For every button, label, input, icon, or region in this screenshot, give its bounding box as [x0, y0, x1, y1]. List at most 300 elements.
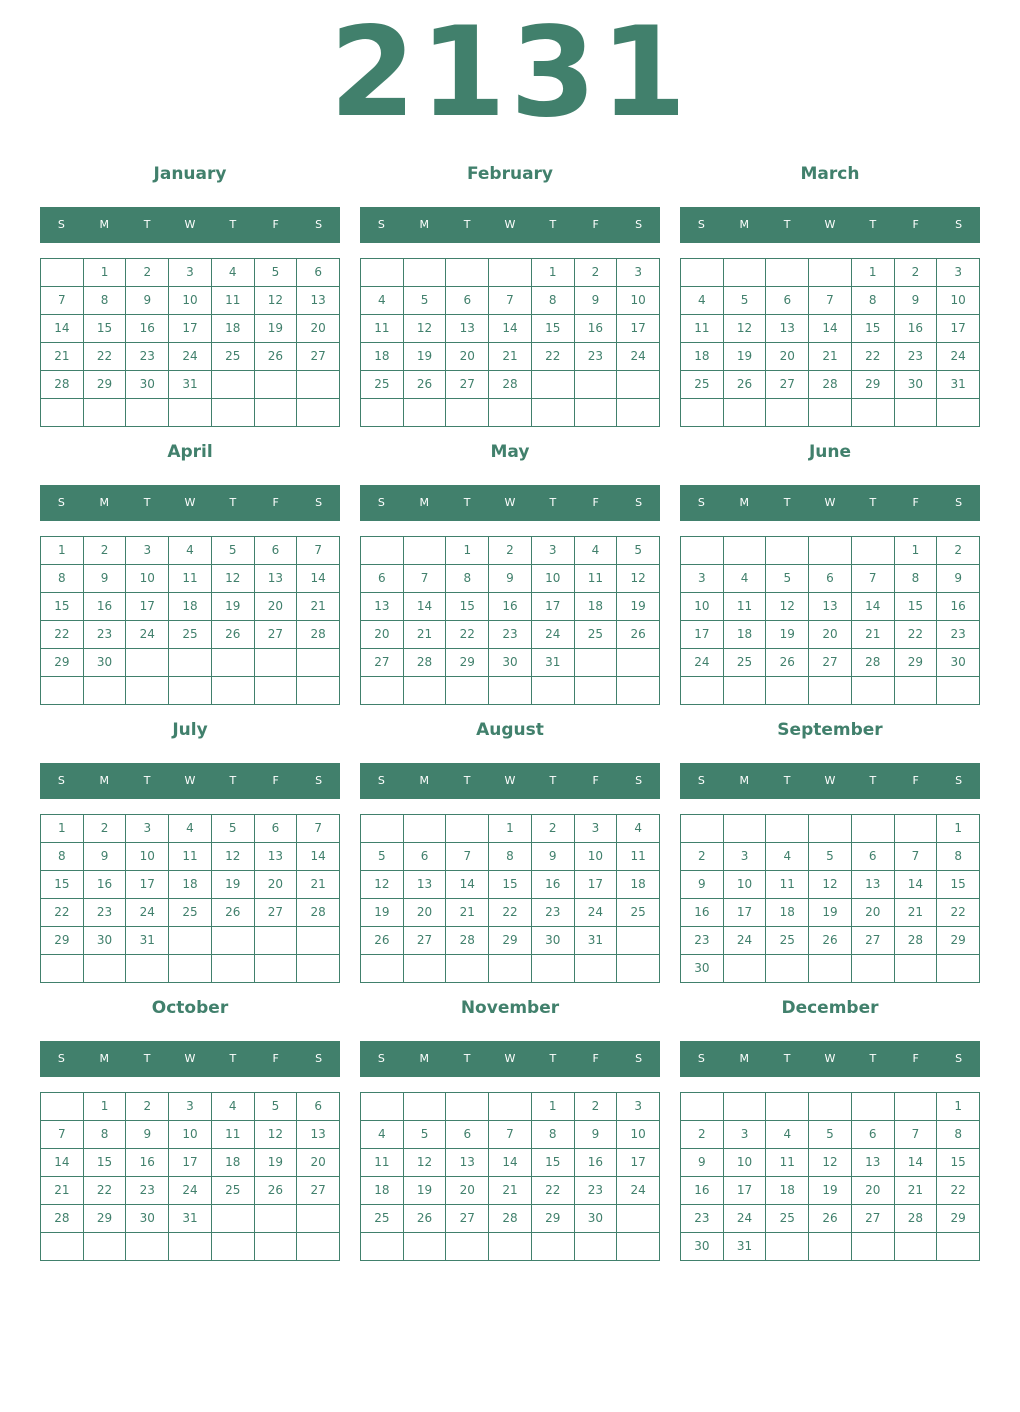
- day-grid: [360, 258, 660, 427]
- day-cell: 22: [41, 621, 84, 649]
- day-cell: 20: [255, 871, 298, 899]
- day-cell: 6: [255, 815, 298, 843]
- day-cell: 10: [617, 287, 660, 315]
- day-cell: 16: [681, 899, 724, 927]
- day-cell: [617, 1205, 660, 1233]
- month-december: [680, 984, 980, 1262]
- month-name: April: [167, 442, 213, 462]
- day-cell: 30: [126, 1205, 169, 1233]
- day-cell: [681, 399, 724, 427]
- day-cell: [724, 537, 767, 565]
- day-cell: [212, 649, 255, 677]
- weekday-header: [680, 1041, 980, 1077]
- weekday-label: M: [739, 496, 750, 509]
- day-cell: 12: [766, 593, 809, 621]
- day-cell: [212, 1205, 255, 1233]
- day-cell: 31: [724, 1233, 767, 1261]
- day-cell: 8: [532, 1121, 575, 1149]
- day-cell: [617, 649, 660, 677]
- day-cell: 1: [937, 1093, 980, 1121]
- month-june: [680, 428, 980, 706]
- weekday-header: [40, 763, 340, 799]
- day-cell: [617, 955, 660, 983]
- day-cell: 15: [84, 315, 127, 343]
- day-cell: 4: [724, 565, 767, 593]
- day-cell: 11: [575, 565, 618, 593]
- day-cell: 14: [404, 593, 447, 621]
- day-cell: [617, 927, 660, 955]
- day-cell: 16: [681, 1177, 724, 1205]
- day-cell: 13: [297, 287, 340, 315]
- day-cell: 12: [212, 565, 255, 593]
- weekday-label: W: [504, 218, 516, 231]
- day-cell: [126, 649, 169, 677]
- day-cell: 16: [532, 871, 575, 899]
- day-cell: [41, 677, 84, 705]
- weekday-label: F: [272, 218, 279, 231]
- day-cell: 30: [84, 649, 127, 677]
- day-cell: 2: [681, 1121, 724, 1149]
- day-cell: 18: [724, 621, 767, 649]
- day-cell: 3: [126, 537, 169, 565]
- month-name: July: [172, 720, 208, 740]
- day-cell: 17: [937, 315, 980, 343]
- weekday-label: T: [143, 774, 151, 787]
- weekday-label: T: [549, 496, 557, 509]
- day-grid: [360, 814, 660, 983]
- weekday-label: W: [504, 496, 516, 509]
- day-cell: 29: [41, 649, 84, 677]
- day-cell: 18: [361, 343, 404, 371]
- day-cell: [489, 955, 532, 983]
- weekday-label: F: [592, 774, 599, 787]
- weekday-header: [360, 763, 660, 799]
- day-cell: 26: [212, 899, 255, 927]
- weekday-label: T: [549, 1052, 557, 1065]
- day-cell: 25: [617, 899, 660, 927]
- day-cell: 28: [404, 649, 447, 677]
- day-cell: 4: [575, 537, 618, 565]
- day-cell: 9: [575, 1121, 618, 1149]
- day-cell: 29: [937, 927, 980, 955]
- day-cell: 6: [766, 287, 809, 315]
- day-cell: 4: [681, 287, 724, 315]
- day-cell: 15: [41, 593, 84, 621]
- weekday-label: W: [184, 496, 196, 509]
- day-cell: 2: [895, 259, 938, 287]
- weekday-label: M: [99, 1052, 110, 1065]
- day-cell: 13: [361, 593, 404, 621]
- day-cell: 21: [895, 1177, 938, 1205]
- day-cell: 7: [297, 815, 340, 843]
- day-cell: [937, 677, 980, 705]
- day-cell: [681, 259, 724, 287]
- day-cell: 23: [575, 1177, 618, 1205]
- day-cell: [297, 371, 340, 399]
- day-cell: 27: [361, 649, 404, 677]
- day-cell: 17: [617, 1149, 660, 1177]
- day-cell: 24: [169, 1177, 212, 1205]
- day-cell: 12: [255, 287, 298, 315]
- weekday-label: T: [143, 218, 151, 231]
- weekday-header: [680, 207, 980, 243]
- day-cell: 17: [169, 1149, 212, 1177]
- month-september: [680, 706, 980, 984]
- weekday-label: S: [955, 774, 963, 787]
- weekday-label: S: [377, 218, 385, 231]
- day-cell: 22: [532, 1177, 575, 1205]
- day-cell: 1: [895, 537, 938, 565]
- day-cell: 29: [852, 371, 895, 399]
- day-cell: 26: [361, 927, 404, 955]
- day-cell: 17: [617, 315, 660, 343]
- day-cell: [169, 955, 212, 983]
- day-cell: 24: [126, 621, 169, 649]
- day-cell: 8: [84, 1121, 127, 1149]
- day-cell: 7: [489, 1121, 532, 1149]
- weekday-label: M: [739, 774, 750, 787]
- day-cell: 6: [852, 843, 895, 871]
- day-cell: [766, 537, 809, 565]
- day-cell: 2: [84, 815, 127, 843]
- day-cell: 2: [489, 537, 532, 565]
- day-cell: [361, 815, 404, 843]
- day-cell: 23: [489, 621, 532, 649]
- day-cell: 25: [766, 1205, 809, 1233]
- day-cell: 27: [852, 1205, 895, 1233]
- day-cell: [937, 399, 980, 427]
- day-cell: [84, 399, 127, 427]
- day-cell: [809, 537, 852, 565]
- day-cell: [446, 399, 489, 427]
- day-cell: 17: [126, 593, 169, 621]
- day-cell: 6: [297, 1093, 340, 1121]
- weekday-label: T: [783, 218, 791, 231]
- day-cell: [937, 955, 980, 983]
- weekday-label: T: [783, 496, 791, 509]
- day-cell: 10: [681, 593, 724, 621]
- day-cell: 5: [617, 537, 660, 565]
- day-cell: 10: [126, 843, 169, 871]
- weekday-label: F: [272, 774, 279, 787]
- weekday-label: S: [635, 218, 643, 231]
- day-cell: 6: [809, 565, 852, 593]
- day-cell: 20: [446, 343, 489, 371]
- day-cell: 9: [126, 1121, 169, 1149]
- day-cell: 25: [212, 343, 255, 371]
- day-cell: 5: [766, 565, 809, 593]
- day-cell: 20: [297, 315, 340, 343]
- day-grid: [680, 536, 980, 705]
- day-cell: 22: [937, 899, 980, 927]
- day-cell: 27: [255, 621, 298, 649]
- day-cell: 26: [766, 649, 809, 677]
- day-cell: [809, 1093, 852, 1121]
- day-cell: 24: [617, 1177, 660, 1205]
- day-cell: 22: [84, 1177, 127, 1205]
- day-cell: [809, 677, 852, 705]
- day-cell: [895, 1093, 938, 1121]
- day-cell: [297, 1205, 340, 1233]
- day-cell: 21: [41, 1177, 84, 1205]
- day-cell: 28: [489, 371, 532, 399]
- weekday-header: [360, 485, 660, 521]
- day-cell: 8: [41, 843, 84, 871]
- day-cell: 12: [617, 565, 660, 593]
- day-cell: [489, 259, 532, 287]
- weekday-label: S: [315, 774, 323, 787]
- day-cell: [446, 677, 489, 705]
- day-cell: [809, 259, 852, 287]
- day-cell: 21: [489, 343, 532, 371]
- day-cell: [489, 1233, 532, 1261]
- day-cell: 5: [404, 1121, 447, 1149]
- day-cell: 30: [532, 927, 575, 955]
- day-cell: 18: [169, 593, 212, 621]
- day-cell: 3: [126, 815, 169, 843]
- day-cell: 8: [895, 565, 938, 593]
- day-cell: 25: [169, 899, 212, 927]
- day-cell: 4: [617, 815, 660, 843]
- weekday-label: T: [869, 496, 877, 509]
- day-cell: 30: [681, 955, 724, 983]
- day-cell: [895, 1233, 938, 1261]
- day-cell: [724, 259, 767, 287]
- day-cell: [297, 649, 340, 677]
- day-cell: 25: [361, 1205, 404, 1233]
- day-cell: 15: [84, 1149, 127, 1177]
- day-cell: 7: [41, 287, 84, 315]
- day-cell: 12: [361, 871, 404, 899]
- day-cell: 6: [361, 565, 404, 593]
- day-cell: [681, 537, 724, 565]
- weekday-label: F: [912, 218, 919, 231]
- day-cell: [404, 815, 447, 843]
- day-cell: 15: [937, 1149, 980, 1177]
- day-cell: 8: [532, 287, 575, 315]
- weekday-label: S: [57, 1052, 65, 1065]
- day-cell: [766, 259, 809, 287]
- day-cell: 7: [895, 843, 938, 871]
- day-cell: 2: [681, 843, 724, 871]
- day-cell: 16: [84, 593, 127, 621]
- weekday-label: T: [229, 1052, 237, 1065]
- weekday-header: [680, 763, 980, 799]
- day-cell: [681, 815, 724, 843]
- month-august: [360, 706, 660, 984]
- day-cell: 9: [895, 287, 938, 315]
- day-cell: 18: [575, 593, 618, 621]
- day-cell: 19: [361, 899, 404, 927]
- day-cell: 8: [41, 565, 84, 593]
- day-cell: [255, 1205, 298, 1233]
- day-cell: 3: [617, 1093, 660, 1121]
- day-cell: 13: [766, 315, 809, 343]
- day-cell: 3: [937, 259, 980, 287]
- day-cell: [361, 1093, 404, 1121]
- day-cell: 7: [852, 565, 895, 593]
- weekday-label: W: [824, 496, 836, 509]
- day-cell: [297, 927, 340, 955]
- weekday-label: M: [99, 496, 110, 509]
- day-cell: 28: [895, 1205, 938, 1233]
- day-cell: 3: [724, 843, 767, 871]
- day-cell: 27: [297, 1177, 340, 1205]
- day-grid: [40, 258, 340, 427]
- day-cell: 26: [809, 1205, 852, 1233]
- day-cell: 22: [41, 899, 84, 927]
- day-cell: [361, 955, 404, 983]
- day-cell: 11: [361, 315, 404, 343]
- day-cell: 16: [84, 871, 127, 899]
- weekday-label: S: [697, 774, 705, 787]
- day-cell: [212, 399, 255, 427]
- day-cell: [617, 1233, 660, 1261]
- day-cell: [255, 399, 298, 427]
- day-cell: 5: [212, 537, 255, 565]
- day-cell: 18: [212, 315, 255, 343]
- day-cell: 10: [169, 1121, 212, 1149]
- day-cell: 19: [212, 871, 255, 899]
- day-cell: 26: [212, 621, 255, 649]
- day-cell: 27: [255, 899, 298, 927]
- day-cell: 19: [766, 621, 809, 649]
- day-cell: 4: [361, 287, 404, 315]
- day-cell: [852, 815, 895, 843]
- weekday-header: [40, 207, 340, 243]
- day-cell: 4: [766, 843, 809, 871]
- day-cell: 23: [126, 1177, 169, 1205]
- weekday-label: F: [912, 496, 919, 509]
- day-cell: 9: [532, 843, 575, 871]
- weekday-label: T: [143, 1052, 151, 1065]
- day-cell: 7: [895, 1121, 938, 1149]
- weekday-label: M: [419, 218, 430, 231]
- day-cell: [809, 955, 852, 983]
- day-cell: [852, 399, 895, 427]
- day-cell: 17: [724, 1177, 767, 1205]
- month-name: December: [781, 998, 879, 1018]
- weekday-label: F: [272, 496, 279, 509]
- weekday-label: F: [272, 1052, 279, 1065]
- day-cell: [297, 677, 340, 705]
- day-cell: [895, 955, 938, 983]
- day-cell: [809, 1233, 852, 1261]
- day-cell: 14: [41, 315, 84, 343]
- day-cell: 9: [84, 565, 127, 593]
- day-cell: [446, 259, 489, 287]
- day-cell: 19: [809, 1177, 852, 1205]
- day-cell: 20: [361, 621, 404, 649]
- day-cell: 1: [41, 537, 84, 565]
- day-cell: [617, 371, 660, 399]
- day-cell: [532, 677, 575, 705]
- day-cell: [575, 649, 618, 677]
- day-cell: [532, 1233, 575, 1261]
- month-name: March: [800, 164, 860, 184]
- day-cell: 18: [212, 1149, 255, 1177]
- weekday-label: T: [869, 218, 877, 231]
- day-cell: 9: [84, 843, 127, 871]
- weekday-label: T: [783, 1052, 791, 1065]
- day-cell: 28: [41, 371, 84, 399]
- month-name: January: [153, 164, 227, 184]
- day-cell: 30: [489, 649, 532, 677]
- weekday-label: T: [549, 774, 557, 787]
- day-cell: 16: [937, 593, 980, 621]
- day-cell: [532, 955, 575, 983]
- day-cell: 12: [809, 871, 852, 899]
- weekday-label: S: [377, 1052, 385, 1065]
- day-cell: 14: [489, 315, 532, 343]
- day-cell: 26: [724, 371, 767, 399]
- weekday-label: T: [463, 218, 471, 231]
- day-cell: 10: [126, 565, 169, 593]
- month-name: August: [476, 720, 544, 740]
- day-cell: [404, 677, 447, 705]
- day-cell: 21: [895, 899, 938, 927]
- day-cell: 11: [681, 315, 724, 343]
- weekday-label: T: [869, 1052, 877, 1065]
- day-cell: 15: [446, 593, 489, 621]
- day-cell: [446, 1093, 489, 1121]
- day-cell: [404, 399, 447, 427]
- day-cell: [852, 1233, 895, 1261]
- day-cell: [255, 927, 298, 955]
- day-cell: 4: [169, 537, 212, 565]
- day-cell: [404, 1093, 447, 1121]
- day-cell: 3: [617, 259, 660, 287]
- day-cell: 25: [724, 649, 767, 677]
- weekday-label: F: [592, 1052, 599, 1065]
- day-cell: 22: [489, 899, 532, 927]
- day-cell: 1: [446, 537, 489, 565]
- day-cell: 5: [404, 287, 447, 315]
- day-cell: 18: [766, 899, 809, 927]
- day-cell: 5: [724, 287, 767, 315]
- day-cell: 17: [126, 871, 169, 899]
- day-cell: 12: [724, 315, 767, 343]
- day-grid: [360, 536, 660, 705]
- day-cell: 26: [404, 371, 447, 399]
- day-cell: [41, 1233, 84, 1261]
- day-cell: [169, 1233, 212, 1261]
- day-cell: 11: [766, 871, 809, 899]
- day-cell: 21: [852, 621, 895, 649]
- day-cell: 28: [297, 899, 340, 927]
- day-cell: [724, 1093, 767, 1121]
- day-cell: 24: [169, 343, 212, 371]
- day-cell: [212, 927, 255, 955]
- day-cell: 28: [809, 371, 852, 399]
- day-cell: 25: [169, 621, 212, 649]
- months-grid: [40, 150, 980, 1262]
- month-february: [360, 150, 660, 428]
- day-cell: [404, 537, 447, 565]
- weekday-label: W: [824, 218, 836, 231]
- day-cell: [84, 677, 127, 705]
- day-grid: [680, 1092, 980, 1261]
- day-cell: 25: [681, 371, 724, 399]
- day-cell: 8: [446, 565, 489, 593]
- day-cell: 17: [724, 899, 767, 927]
- day-cell: [361, 1233, 404, 1261]
- month-name: October: [151, 998, 229, 1018]
- day-cell: [617, 677, 660, 705]
- weekday-label: S: [955, 1052, 963, 1065]
- day-cell: [255, 955, 298, 983]
- day-cell: 24: [575, 899, 618, 927]
